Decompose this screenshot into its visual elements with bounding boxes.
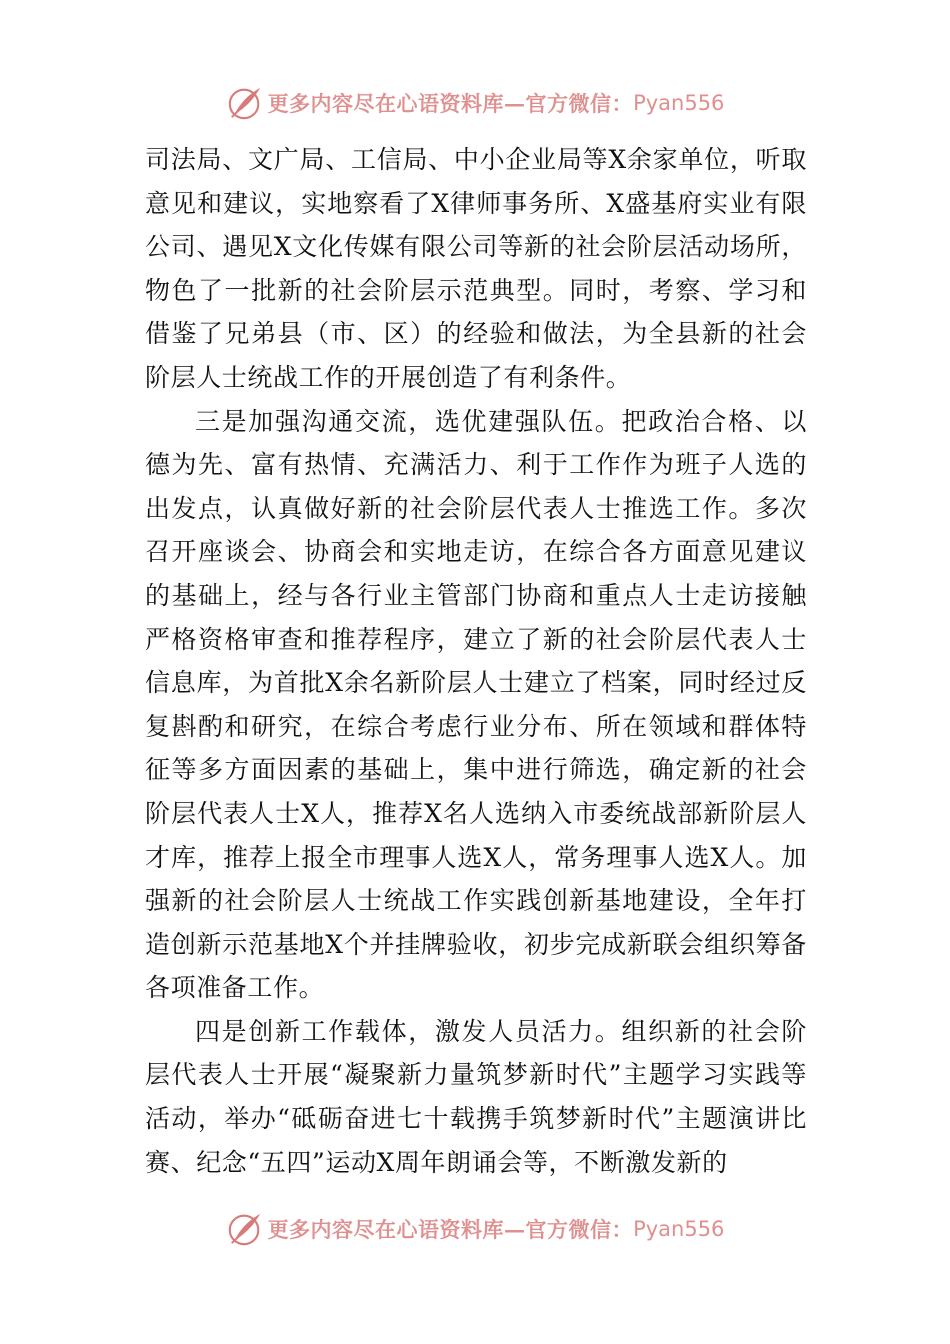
banner-text: 更多内容尽在心语资料库—官方微信： [267,1217,634,1242]
paragraph-section-four: 四是创新工作载体，激发人员活力。组织新的社会阶层代表人士开展“凝聚新力量筑梦新时代”主题学习实践等活动，举办“砥砺奋进七十载携手筑梦新时代”主题演讲比赛、纪念“五四”运动X周年朗诵会等，不断激发新的 [145,1016,807,1177]
document-body [145,138,807,1184]
header-banner [0,83,950,123]
banner-wechat-id: Pyan556 [633,1217,725,1241]
footer-banner [0,1209,950,1249]
banner-wechat-id: Pyan556 [633,91,725,115]
paragraph-section-three: 三是加强沟通交流，选优建强队伍。把政治合格、以德为先、富有热情、充满活力、利于工作作为班子人选的出发点，认真做好新的社会阶层代表人士推选工作。多次召开座谈会、协商会和实地走访，在综合各方面意见建议的基础上，经与各行业主管部门协商和重点人士走访接触严格资格审查和推荐程序，建立了新的社会阶层代表人士信息库，为首批X余名新阶层人士建立了档案，同时经过反复斟酌和研究，在综合考虑行业分布、所在领域和群体特征等多方面因素的基础上，集中进行筛选，确定新的社会阶层代表人士X人，推荐X名人选纳入市委统战部新阶层人才库，推荐上报全市理事人选X人，常务理事人选X人。加强新的社会阶层人士统战工作实践创新基地建设，全年打造创新示范基地X个并挂牌验收，初步完成新联会组织筹备各项准备工作。 [145,406,807,1003]
quill-logo-icon [226,84,264,122]
paragraph-continued: 司法局、文广局、工信局、中小企业局等X余家单位，听取意见和建议，实地察看了X律师事务所、X盛基府实业有限公司、遇见X文化传媒有限公司等新的社会阶层活动场所，物色了一批新的社会阶层示范典型。同时，考察、学习和借鉴了兄弟县（市、区）的经验和做法，为全县新的社会阶层人士统战工作的开展创造了有利条件。 [145,145,807,392]
banner-text: 更多内容尽在心语资料库—官方微信： [267,91,634,116]
quill-logo-icon [226,1210,264,1248]
